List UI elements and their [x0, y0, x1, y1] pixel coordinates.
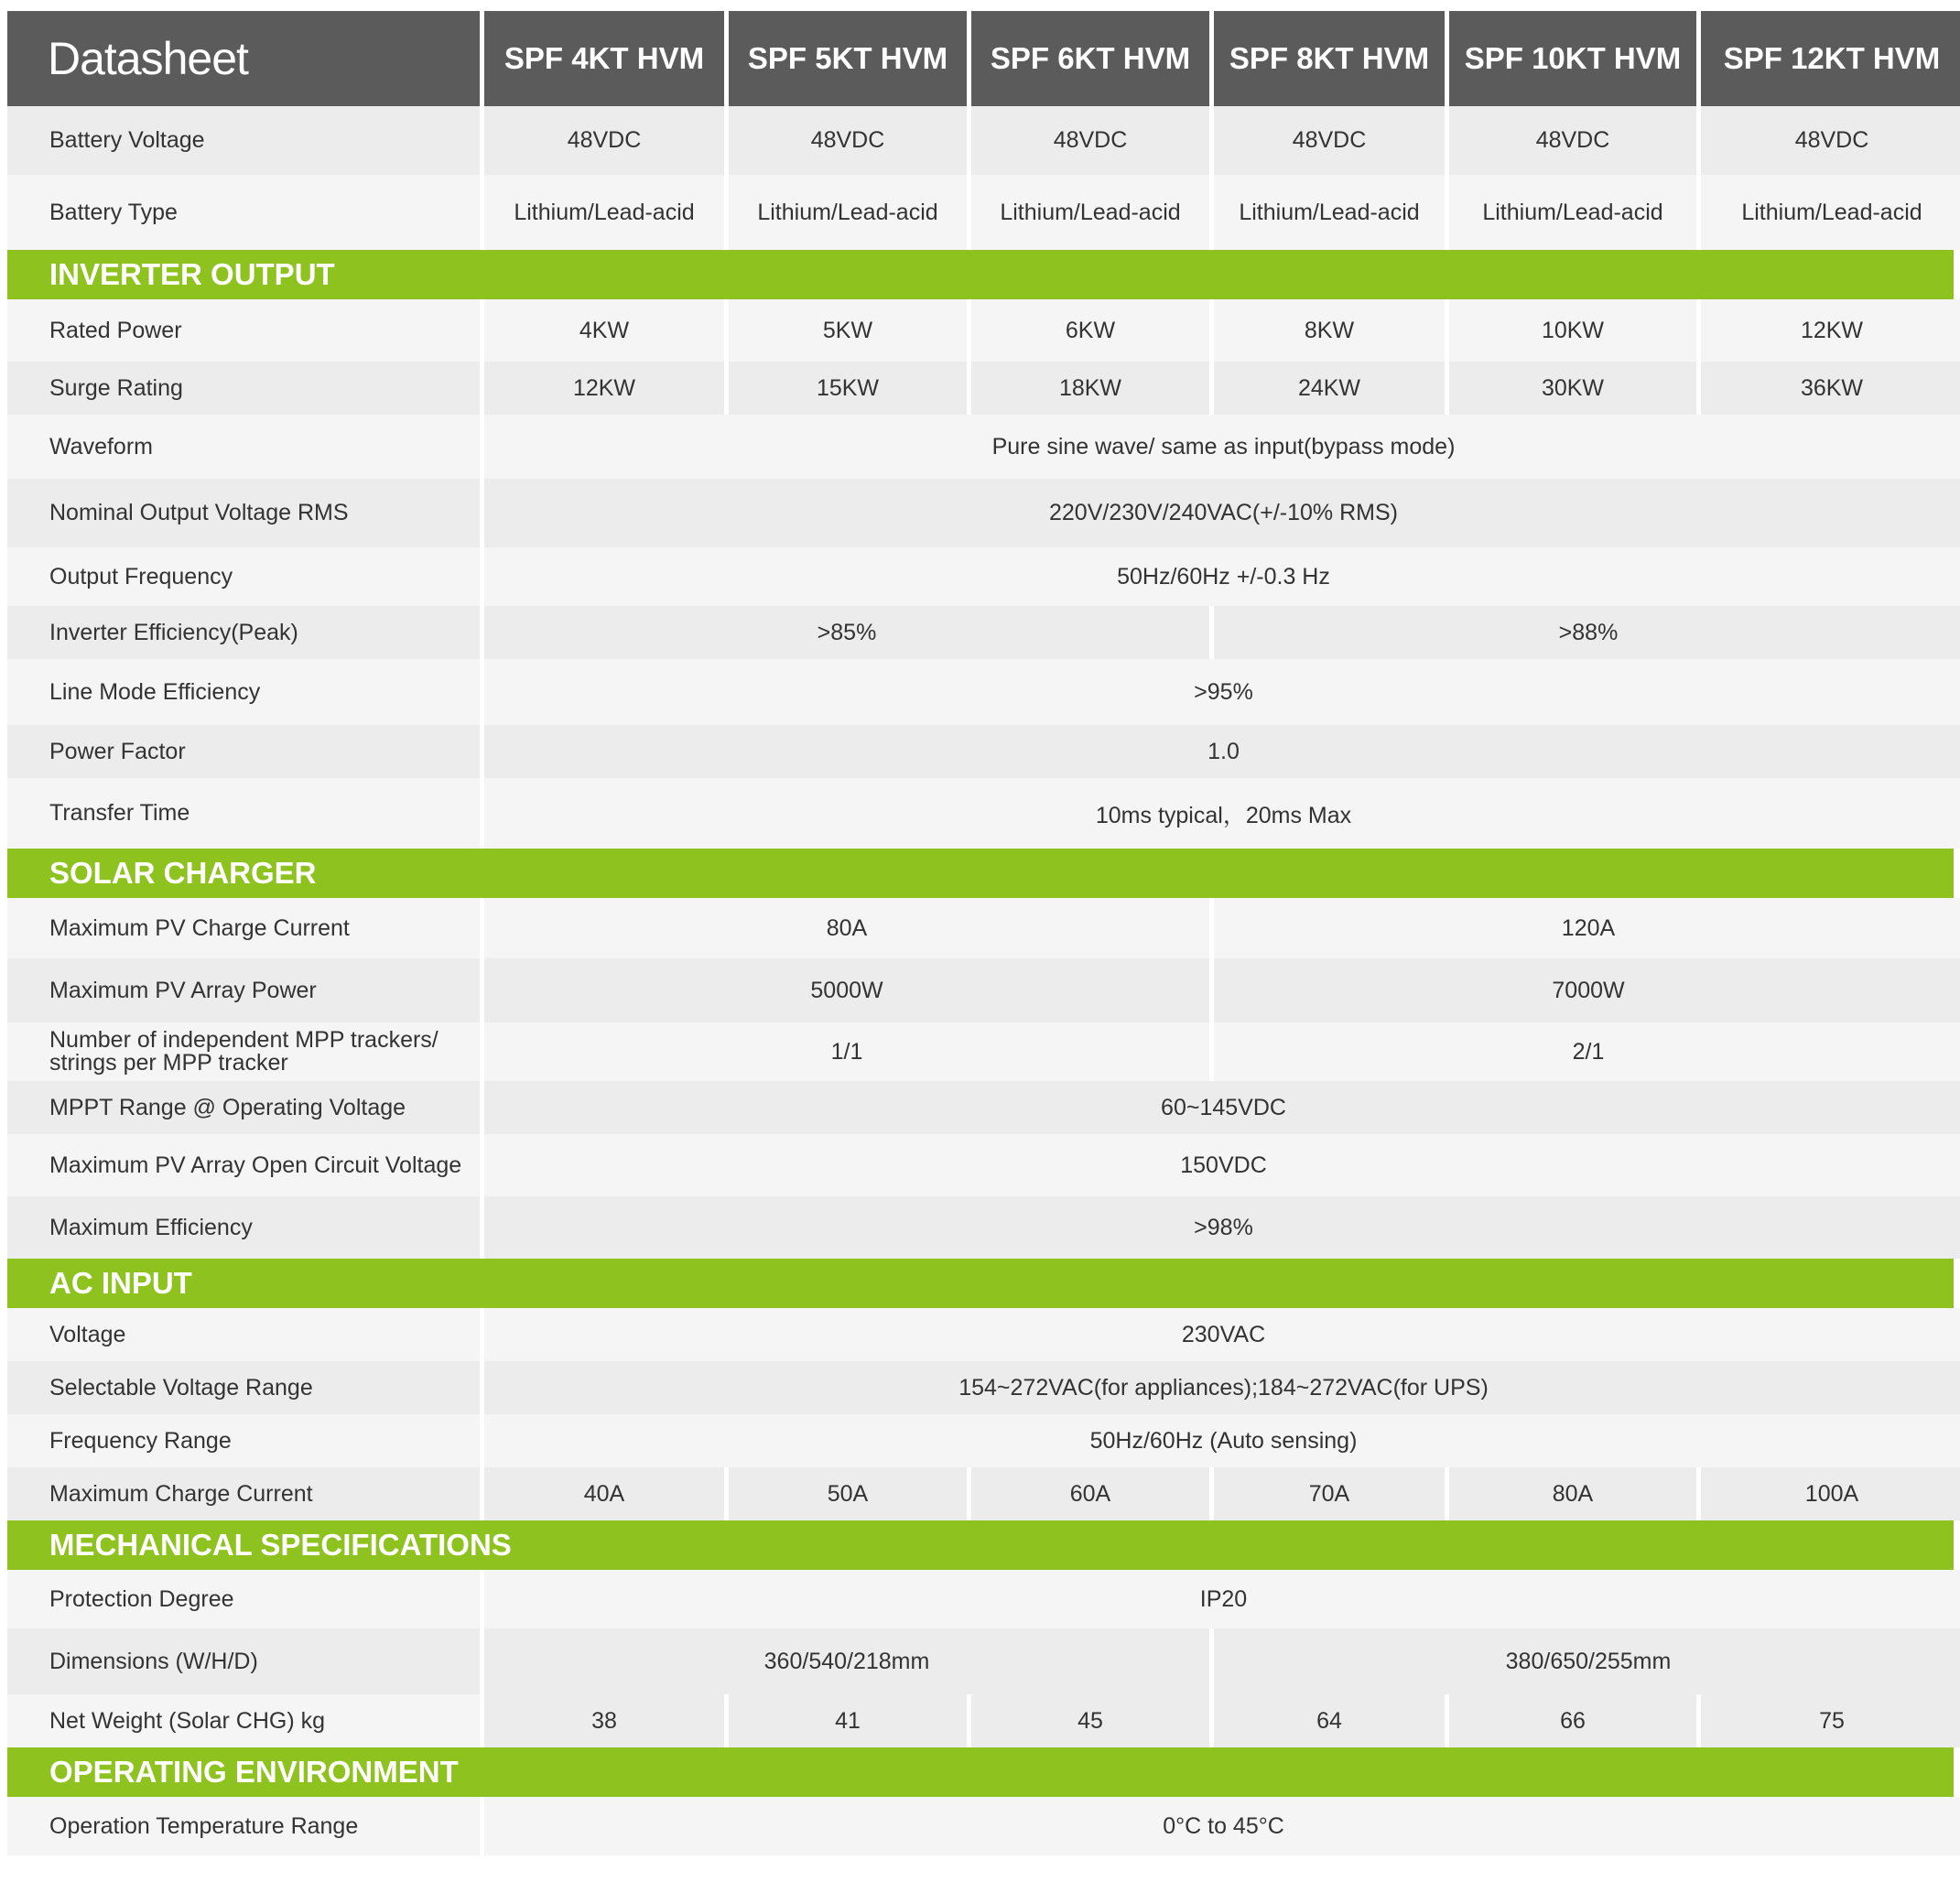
spec-row-operation-temperature	[7, 1797, 1954, 1855]
spec-value: 10ms typical，20ms Max	[484, 778, 1960, 849]
spec-row-transfer-time	[7, 778, 1954, 849]
spec-label: Frequency Range	[7, 1414, 480, 1467]
datasheet-table	[7, 11, 1954, 1869]
spec-value: 18KW	[971, 362, 1209, 415]
spec-row-nominal-output-voltage	[7, 479, 1954, 547]
spec-value: 64	[1214, 1694, 1445, 1747]
spec-row-max-pv-charge-current	[7, 898, 1954, 958]
spec-label-line: strings per MPP tracker	[49, 1050, 288, 1076]
spec-label: Dimensions (W/H/D)	[7, 1628, 480, 1694]
spec-value: 45	[971, 1694, 1209, 1747]
model-header-spf-6kt: SPF 6KT HVM	[971, 11, 1209, 106]
spec-row-waveform	[7, 415, 1954, 479]
spec-label: Output Frequency	[7, 547, 480, 606]
model-header-spf-5kt: SPF 5KT HVM	[729, 11, 967, 106]
spec-value: 10KW	[1449, 299, 1696, 362]
spec-value: 220V/230V/240VAC(+/-10% RMS)	[484, 479, 1960, 547]
spec-row-max-pv-array-power	[7, 958, 1954, 1022]
model-header-spf-8kt: SPF 8KT HVM	[1214, 11, 1445, 106]
spec-value: 80A	[484, 898, 1209, 958]
spec-label: Maximum Efficiency	[7, 1196, 480, 1259]
spec-row-dimensions	[7, 1628, 1954, 1694]
spec-value: 36KW	[1701, 362, 1960, 415]
spec-value: 15KW	[729, 362, 967, 415]
spec-value: 0°C to 45°C	[484, 1797, 1960, 1855]
spec-label: Transfer Time	[7, 778, 480, 849]
spec-label: Power Factor	[7, 725, 480, 778]
spec-label: Operation Temperature Range	[7, 1797, 480, 1855]
spec-value: 50Hz/60Hz (Auto sensing)	[484, 1414, 1960, 1467]
spec-value: 66	[1449, 1694, 1696, 1747]
datasheet-title: Datasheet	[7, 11, 480, 106]
spec-row-max-open-circuit-voltage	[7, 1134, 1954, 1196]
spec-label: Rated Power	[7, 299, 480, 362]
spec-value: 5000W	[484, 958, 1209, 1022]
spec-row-ac-voltage	[7, 1308, 1954, 1361]
spec-label: Selectable Voltage Range	[7, 1361, 480, 1414]
spec-value: 60A	[971, 1467, 1209, 1520]
spec-label: Maximum PV Array Power	[7, 958, 480, 1022]
spec-value: 70A	[1214, 1467, 1445, 1520]
spec-row-selectable-voltage-range	[7, 1361, 1954, 1414]
spec-value: 24KW	[1214, 362, 1445, 415]
spec-value: 80A	[1449, 1467, 1696, 1520]
spec-row-protection-degree	[7, 1570, 1954, 1628]
spec-value: 150VDC	[484, 1134, 1960, 1196]
spec-row-frequency-range	[7, 1414, 1954, 1467]
spec-label-line: Number of independent MPP trackers/	[49, 1027, 439, 1053]
spec-row-line-mode-efficiency	[7, 659, 1954, 725]
spec-label: Maximum Charge Current	[7, 1467, 480, 1520]
spec-value: >95%	[484, 659, 1960, 725]
spec-row-net-weight	[7, 1694, 1954, 1747]
spec-label: MPPT Range @ Operating Voltage	[7, 1081, 480, 1134]
spec-label: Waveform	[7, 415, 480, 479]
spec-value: 4KW	[484, 299, 724, 362]
spec-label: Voltage	[7, 1308, 480, 1361]
spec-row-mpp-trackers	[7, 1022, 1954, 1081]
spec-value: 41	[729, 1694, 967, 1747]
model-header-spf-12kt: SPF 12KT HVM	[1701, 11, 1960, 106]
spec-label: Battery Type	[7, 175, 480, 250]
spec-value: Lithium/Lead-acid	[729, 175, 967, 250]
spec-value: 48VDC	[971, 106, 1209, 175]
spec-row-inverter-efficiency	[7, 606, 1954, 659]
spec-value: 6KW	[971, 299, 1209, 362]
model-header-spf-10kt: SPF 10KT HVM	[1449, 11, 1696, 106]
spec-value: IP20	[484, 1570, 1960, 1628]
spec-row-power-factor	[7, 725, 1954, 778]
model-header-spf-4kt: SPF 4KT HVM	[484, 11, 724, 106]
spec-value: Lithium/Lead-acid	[1701, 175, 1960, 250]
spec-value: 7000W	[1214, 958, 1960, 1022]
spec-row-max-efficiency	[7, 1196, 1954, 1259]
header-row	[7, 11, 1954, 106]
spec-value: 230VAC	[484, 1308, 1960, 1361]
spec-label: Inverter Efficiency(Peak)	[7, 606, 480, 659]
spec-value: 120A	[1214, 898, 1960, 958]
spec-value: 1/1	[484, 1022, 1209, 1081]
spec-value: 75	[1701, 1694, 1960, 1747]
spec-value: 5KW	[729, 299, 967, 362]
spec-value: 2/1	[1214, 1022, 1960, 1081]
spec-label: Line Mode Efficiency	[7, 659, 480, 725]
spec-value: 50A	[729, 1467, 967, 1520]
spec-value: 48VDC	[729, 106, 967, 175]
section-header-solar-charger: SOLAR CHARGER	[7, 849, 1954, 898]
spec-value: 48VDC	[1701, 106, 1960, 175]
spec-label: Net Weight (Solar CHG) kg	[7, 1694, 480, 1747]
spec-value: 48VDC	[1214, 106, 1445, 175]
spec-value: >98%	[484, 1196, 1960, 1259]
spec-value: 12KW	[1701, 299, 1960, 362]
section-header-ac-input: AC INPUT	[7, 1259, 1954, 1308]
spec-label: Battery Voltage	[7, 106, 480, 175]
spec-label: Surge Rating	[7, 362, 480, 415]
section-header-mechanical: MECHANICAL SPECIFICATIONS	[7, 1520, 1954, 1570]
spec-label: Nominal Output Voltage RMS	[7, 479, 480, 547]
spec-row-mppt-range	[7, 1081, 1954, 1134]
spec-row-battery-voltage	[7, 106, 1954, 175]
spec-label: Protection Degree	[7, 1570, 480, 1628]
spec-value: Lithium/Lead-acid	[971, 175, 1209, 250]
spec-value: Lithium/Lead-acid	[484, 175, 724, 250]
section-header-inverter-output: INVERTER OUTPUT	[7, 250, 1954, 299]
spec-value: 380/650/255mm	[1214, 1628, 1960, 1694]
spec-value: 60~145VDC	[484, 1081, 1960, 1134]
spec-value: Lithium/Lead-acid	[1214, 175, 1445, 250]
spec-value: 38	[484, 1694, 724, 1747]
spec-row-surge-rating	[7, 362, 1954, 415]
spec-label: Maximum PV Array Open Circuit Voltage	[7, 1134, 480, 1196]
spec-value: 360/540/218mm	[484, 1628, 1209, 1694]
spec-label	[7, 1022, 480, 1081]
spec-value: 30KW	[1449, 362, 1696, 415]
section-header-operating-environment: OPERATING ENVIRONMENT	[7, 1747, 1954, 1797]
spec-value: >85%	[484, 606, 1209, 659]
spec-value: 8KW	[1214, 299, 1445, 362]
spec-value: 154~272VAC(for appliances);184~272VAC(for UPS)	[484, 1361, 1960, 1414]
spec-row-rated-power	[7, 299, 1954, 362]
spec-value: 48VDC	[484, 106, 724, 175]
spec-row-output-frequency	[7, 547, 1954, 606]
spec-value: Lithium/Lead-acid	[1449, 175, 1696, 250]
spec-value: >88%	[1214, 606, 1960, 659]
spec-value: Pure sine wave/ same as input(bypass mode)	[484, 415, 1960, 479]
spec-label: Maximum PV Charge Current	[7, 898, 480, 958]
spec-value: 40A	[484, 1467, 724, 1520]
spec-row-max-charge-current	[7, 1467, 1954, 1520]
spec-value: 1.0	[484, 725, 1960, 778]
spec-row-battery-type	[7, 175, 1954, 250]
spec-value: 12KW	[484, 362, 724, 415]
spec-value: 48VDC	[1449, 106, 1696, 175]
spec-value: 100A	[1701, 1467, 1960, 1520]
spec-value: 50Hz/60Hz +/-0.3 Hz	[484, 547, 1960, 606]
